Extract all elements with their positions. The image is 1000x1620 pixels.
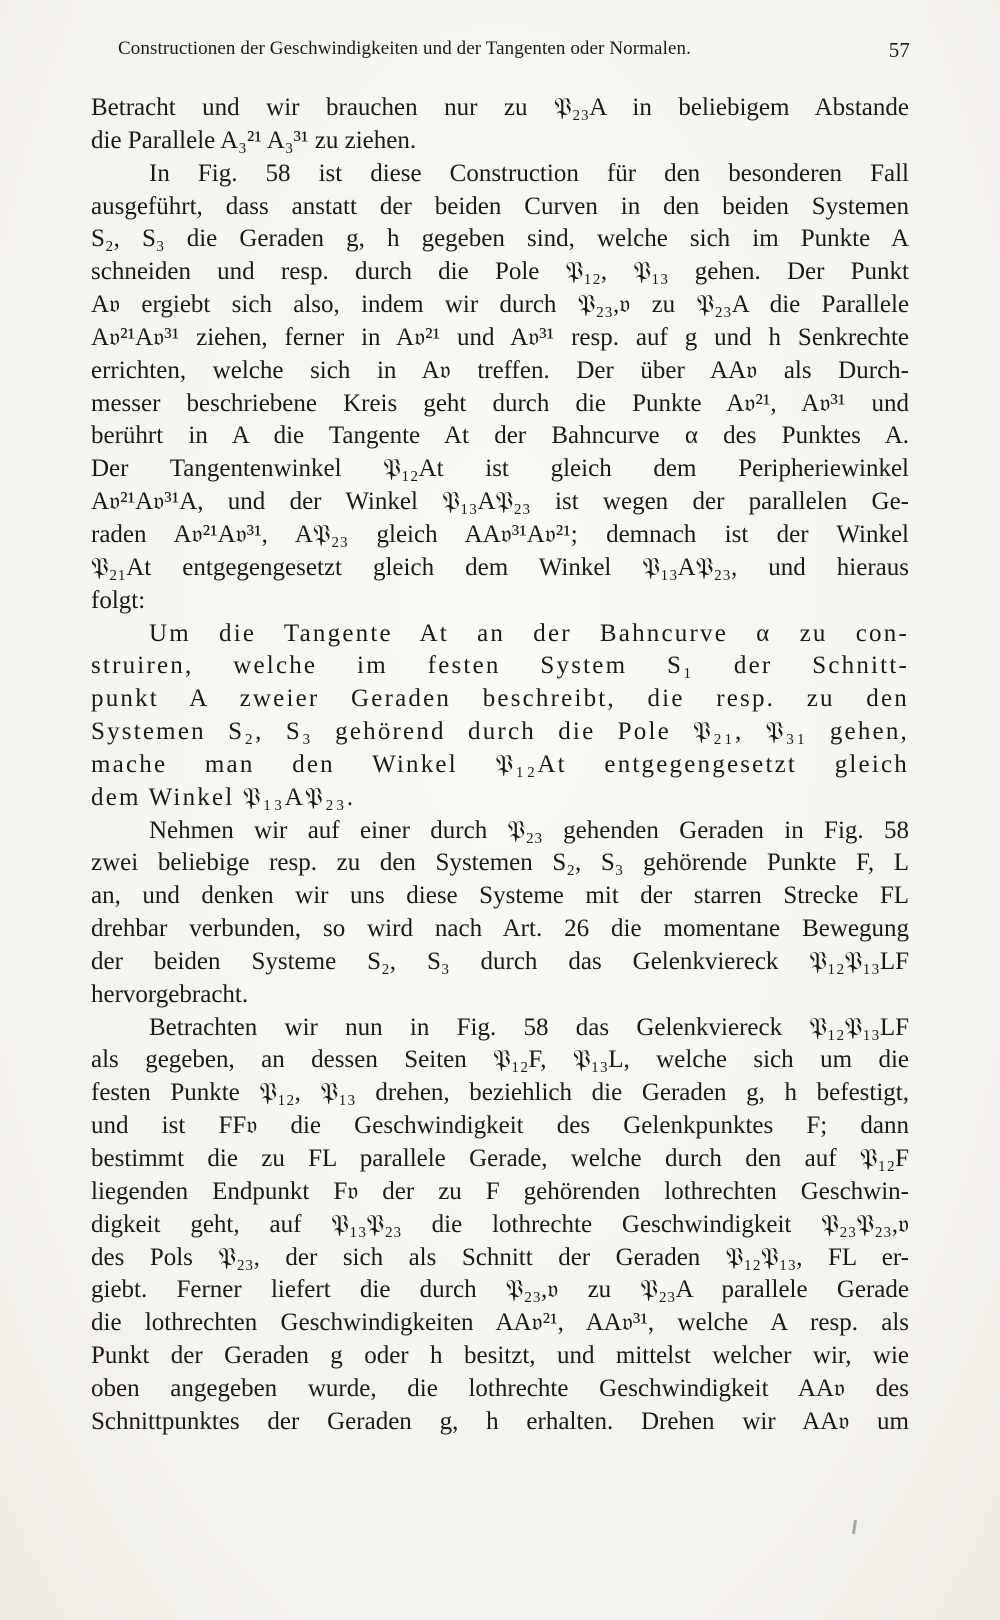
text-line: raden A𝔳²¹A𝔳³¹, A𝔓₂₃ gleich AA𝔳³¹A𝔳²¹; demnach ist der Winkel — [91, 520, 909, 548]
text-line: die Parallele A₃²¹ A₃³¹ zu ziehen. — [91, 126, 417, 154]
page-number: 57 — [888, 38, 910, 62]
text-line: giebt. Ferner liefert die durch 𝔓₂₃,𝔳 zu 𝔓₂₃A parallele Gerade — [91, 1276, 909, 1304]
text-line: oben angegeben wurde, die lothrechte Geschwindigkeit AA𝔳 des — [91, 1374, 909, 1402]
theorem-line: mache man den Winkel 𝔓₁₂At entgegengesetzt gleich — [91, 750, 909, 778]
text-line: und ist FF𝔳 die Geschwindigkeit des Gelenkpunktes F; dann — [91, 1112, 909, 1140]
text-line: Schnittpunktes der Geraden g, h erhalten. Drehen wir AA𝔳 um — [91, 1407, 909, 1435]
text-line: digkeit geht, auf 𝔓₁₃𝔓₂₃ die lothrechte Geschwindigkeit 𝔓₂₃𝔓₂₃,𝔳 — [91, 1210, 909, 1238]
text-line: liegenden Endpunkt F𝔳 der zu F gehörenden lothrechten Geschwin- — [91, 1177, 909, 1205]
theorem-line: dem Winkel 𝔓₁₃A𝔓₂₃. — [91, 783, 356, 811]
text-line: ausgeführt, dass anstatt der beiden Curven in den beiden Systemen — [91, 192, 909, 220]
text-line: A𝔳²¹A𝔳³¹A, und der Winkel 𝔓₁₃A𝔓₂₃ ist wegen der parallelen Ge- — [91, 488, 909, 516]
theorem-line: struiren, welche im festen System S₁ der Schnitt- — [91, 652, 909, 680]
text-line: messer beschriebene Kreis geht durch die Punkte A𝔳²¹, A𝔳³¹ und — [91, 389, 909, 417]
text-line: folgt: — [91, 586, 146, 614]
text-line: A𝔳²¹A𝔳³¹ ziehen, ferner in A𝔳²¹ und A𝔳³¹ resp. auf g und h Senkrechte — [91, 323, 909, 351]
header-title: Constructionen der Geschwindigkeiten und der Tangenten oder Normalen. — [118, 38, 691, 59]
text-line: Punkt der Geraden g oder h besitzt, und mittelst welcher wir, wie — [91, 1342, 909, 1370]
theorem-line: punkt A zweier Geraden beschreibt, die resp. zu den — [91, 685, 909, 713]
text-line: 𝔓₂₁At entgegengesetzt gleich dem Winkel 𝔓₁₃A𝔓₂₃, und hieraus — [91, 553, 909, 581]
text-line: Der Tangentenwinkel 𝔓₁₂At ist gleich dem Peripheriewinkel — [91, 455, 909, 483]
text-line: bestimmt die zu FL parallele Gerade, welche durch den auf 𝔓₁₂F — [91, 1145, 909, 1172]
text-line: festen Punkte 𝔓₁₂, 𝔓₁₃ drehen, beziehlich die Geraden g, h befestigt, — [91, 1079, 909, 1107]
text-line: errichten, welche sich in A𝔳 treffen. Der über AA𝔳 als Durch- — [91, 356, 909, 384]
text-line: S₂, S₃ die Geraden g, h gegeben sind, welche sich im Punkte A — [91, 225, 909, 253]
paper-speck — [852, 1520, 857, 1534]
text-line: zwei beliebige resp. zu den Systemen S₂, S₃ gehörende Punkte F, L — [91, 849, 909, 877]
text-line: der beiden Systeme S₂, S₃ durch das Gelenkviereck 𝔓₁₂𝔓₁₃LF — [91, 947, 909, 975]
text-line: Nehmen wir auf einer durch 𝔓₂₃ gehenden Geraden in Fig. 58 — [149, 816, 909, 844]
body-text — [91, 92, 909, 1439]
text-line: In Fig. 58 ist diese Construction für den besonderen Fall — [149, 159, 909, 187]
text-line: des Pols 𝔓₂₃, der sich als Schnitt der Geraden 𝔓₁₂𝔓₁₃, FL er- — [91, 1243, 909, 1271]
text-line: A𝔳 ergiebt sich also, indem wir durch 𝔓₂₃,𝔳 zu 𝔓₂₃A die Parallele — [91, 291, 909, 319]
theorem-line: Um die Tangente At an der Bahncurve α zu con- — [149, 619, 909, 647]
text-line: an, und denken wir uns diese Systeme mit der starren Strecke FL — [91, 882, 909, 910]
theorem-line: Systemen S₂, S₃ gehörend durch die Pole 𝔓₂₁, 𝔓₃₁ gehen, — [91, 718, 909, 746]
text-line: Betrachten wir nun in Fig. 58 das Gelenkviereck 𝔓₁₂𝔓₁₃LF — [149, 1013, 909, 1041]
text-line: berührt in A die Tangente At der Bahncurve α des Punktes A. — [91, 422, 909, 450]
text-line: hervorgebracht. — [91, 980, 249, 1008]
text-line: die lothrechten Geschwindigkeiten AA𝔳²¹, AA𝔳³¹, welche A resp. als — [91, 1309, 909, 1337]
text-line: Betracht und wir brauchen nur zu 𝔓₂₃A in beliebigem Abstande — [91, 94, 909, 121]
text-line: schneiden und resp. durch die Pole 𝔓₁₂, 𝔓₁₃ gehen. Der Punkt — [91, 258, 909, 286]
text-line: drehbar verbunden, so wird nach Art. 26 die momentane Bewegung — [91, 915, 909, 943]
running-header — [118, 38, 910, 72]
text-line: als gegeben, an dessen Seiten 𝔓₁₂F, 𝔓₁₃L, welche sich um die — [91, 1046, 909, 1074]
